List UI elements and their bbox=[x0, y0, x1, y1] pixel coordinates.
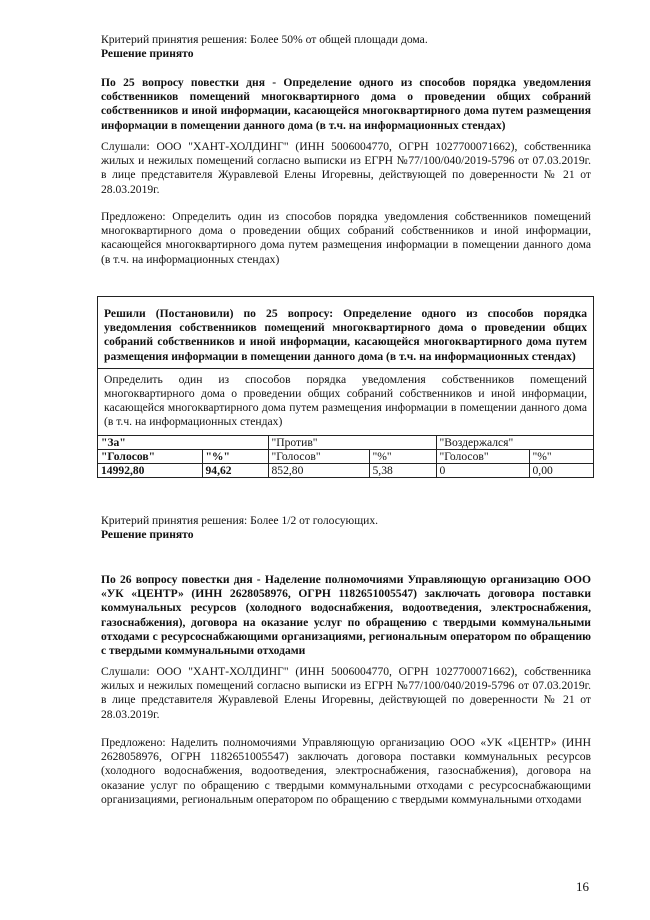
votes-against-label: "Против" bbox=[268, 435, 436, 449]
votes-abstain-pct-label: "%" bbox=[529, 449, 593, 463]
votes-against-pct-label: "%" bbox=[369, 449, 436, 463]
votes-abstain-pct: 0,00 bbox=[529, 463, 593, 477]
votes-for-count: 14992,80 bbox=[98, 463, 202, 477]
top-decision: Решение принято bbox=[101, 47, 194, 60]
votes-for-pct: 94,62 bbox=[202, 463, 268, 477]
votes-header-row bbox=[98, 435, 593, 449]
votes-subheader-row bbox=[98, 449, 593, 463]
q25-heading: По 25 вопросу повестки дня - Определение одного из способов порядка уведомления собственников помещений многоквартирного дома о проведении общих собраний собственников и иной информации, касающейся многоквартирного дома путем размещения информации в помещении данного дома (в т.ч. на информационных стендах) bbox=[101, 76, 591, 132]
q25-decision: Решение принято bbox=[101, 528, 194, 541]
q25-proposed: Предложено: Определить один из способов порядка уведомления собственников помещений многоквартирного дома о проведении общих собраний собственников и иной информации, касающейся многоквартирного дома путем размещения информации в помещении данного дома (в т.ч. на информационных стендах) bbox=[101, 210, 591, 266]
q26-heard: Слушали: ООО "ХАНТ-ХОЛДИНГ" (ИНН 5006004770, ОГРН 1027700071662), собственника жилых и нежилых помещений согласно выписки из ЕГРН №77/100/040/2019-5796 от 07.03.2019г. в лице представителя Журавлевой Елены Игоревны, действующей по доверенности № 21 от 28.03.2019г. bbox=[101, 665, 591, 721]
q25-resolved-heading: Решили (Постановили) по 25 вопросу: Определение одного из способов порядка уведомления собственников помещений многоквартирного дома о проведении общих собраний собственников и иной информации, касающейся многоквартирного дома путем размещения информации в помещении данного дома (в т.ч. на информационных стендах) bbox=[104, 307, 587, 363]
top-criterion: Критерий принятия решения: Более 50% от общей площади дома. bbox=[101, 33, 428, 46]
q25-heard: Слушали: ООО "ХАНТ-ХОЛДИНГ" (ИНН 5006004770, ОГРН 1027700071662), собственника жилых и нежилых помещений согласно выписки из ЕГРН №77/100/040/2019-5796 от 07.03.2019г. в лице представителя Журавлевой Елены Игоревны, действующей по доверенности № 21 от 28.03.2019г. bbox=[101, 140, 591, 196]
votes-against-count-label: "Голосов" bbox=[268, 449, 369, 463]
votes-abstain-count: 0 bbox=[436, 463, 529, 477]
q25-resolution-box bbox=[97, 296, 594, 478]
votes-for-label: "За" bbox=[98, 435, 268, 449]
votes-abstain-count-label: "Голосов" bbox=[436, 449, 529, 463]
page-number: 16 bbox=[576, 879, 589, 894]
votes-against-pct: 5,38 bbox=[369, 463, 436, 477]
votes-values-row bbox=[98, 463, 593, 477]
q26-heading: По 26 вопросу повестки дня - Наделение полномочиями Управляющую организацию ООО «УК «ЦЕНТР» (ИНН 2628058976, ОГРН 1182651005547) заключать договора поставки коммунальных ресурсов (холодного водоснабжения, водоотведения, электроснабжения, газоснабжения), договора на оказание услуг по обращению с твердыми коммунальными отходами с ресурсоснабжающими организациями, региональным оператором по обращению с твердыми коммунальными отходами bbox=[101, 573, 591, 658]
votes-abstain-label: "Воздержался" bbox=[436, 435, 593, 449]
q26-proposed: Предложено: Наделить полномочиями Управляющую организацию ООО «УК «ЦЕНТР» (ИНН 2628058976, ОГРН 1182651005547) заключать договора поставки коммунальных ресурсов (холодного водоснабжения, водоотведения, электроснабжения, газоснабжения), договора на оказание услуг по обращению с твердыми коммунальными отходами с ресурсоснабжающими организациями, региональным оператором по обращению с твердыми коммунальными отходами bbox=[101, 736, 591, 806]
q25-resolved-text: Определить один из способов порядка уведомления собственников помещений многоквартирного дома о проведении общих собраний собственников и иной информации, касающейся многоквартирного дома путем размещения информации в помещении данного дома (в т.ч. на информационных стендах) bbox=[98, 368, 593, 435]
votes-for-count-label: "Голосов" bbox=[98, 449, 202, 463]
q25-votes-table bbox=[98, 435, 593, 477]
q25-criterion: Критерий принятия решения: Более 1/2 от голосующих. bbox=[101, 514, 379, 527]
votes-for-pct-label: "%" bbox=[202, 449, 268, 463]
votes-against-count: 852,80 bbox=[268, 463, 369, 477]
